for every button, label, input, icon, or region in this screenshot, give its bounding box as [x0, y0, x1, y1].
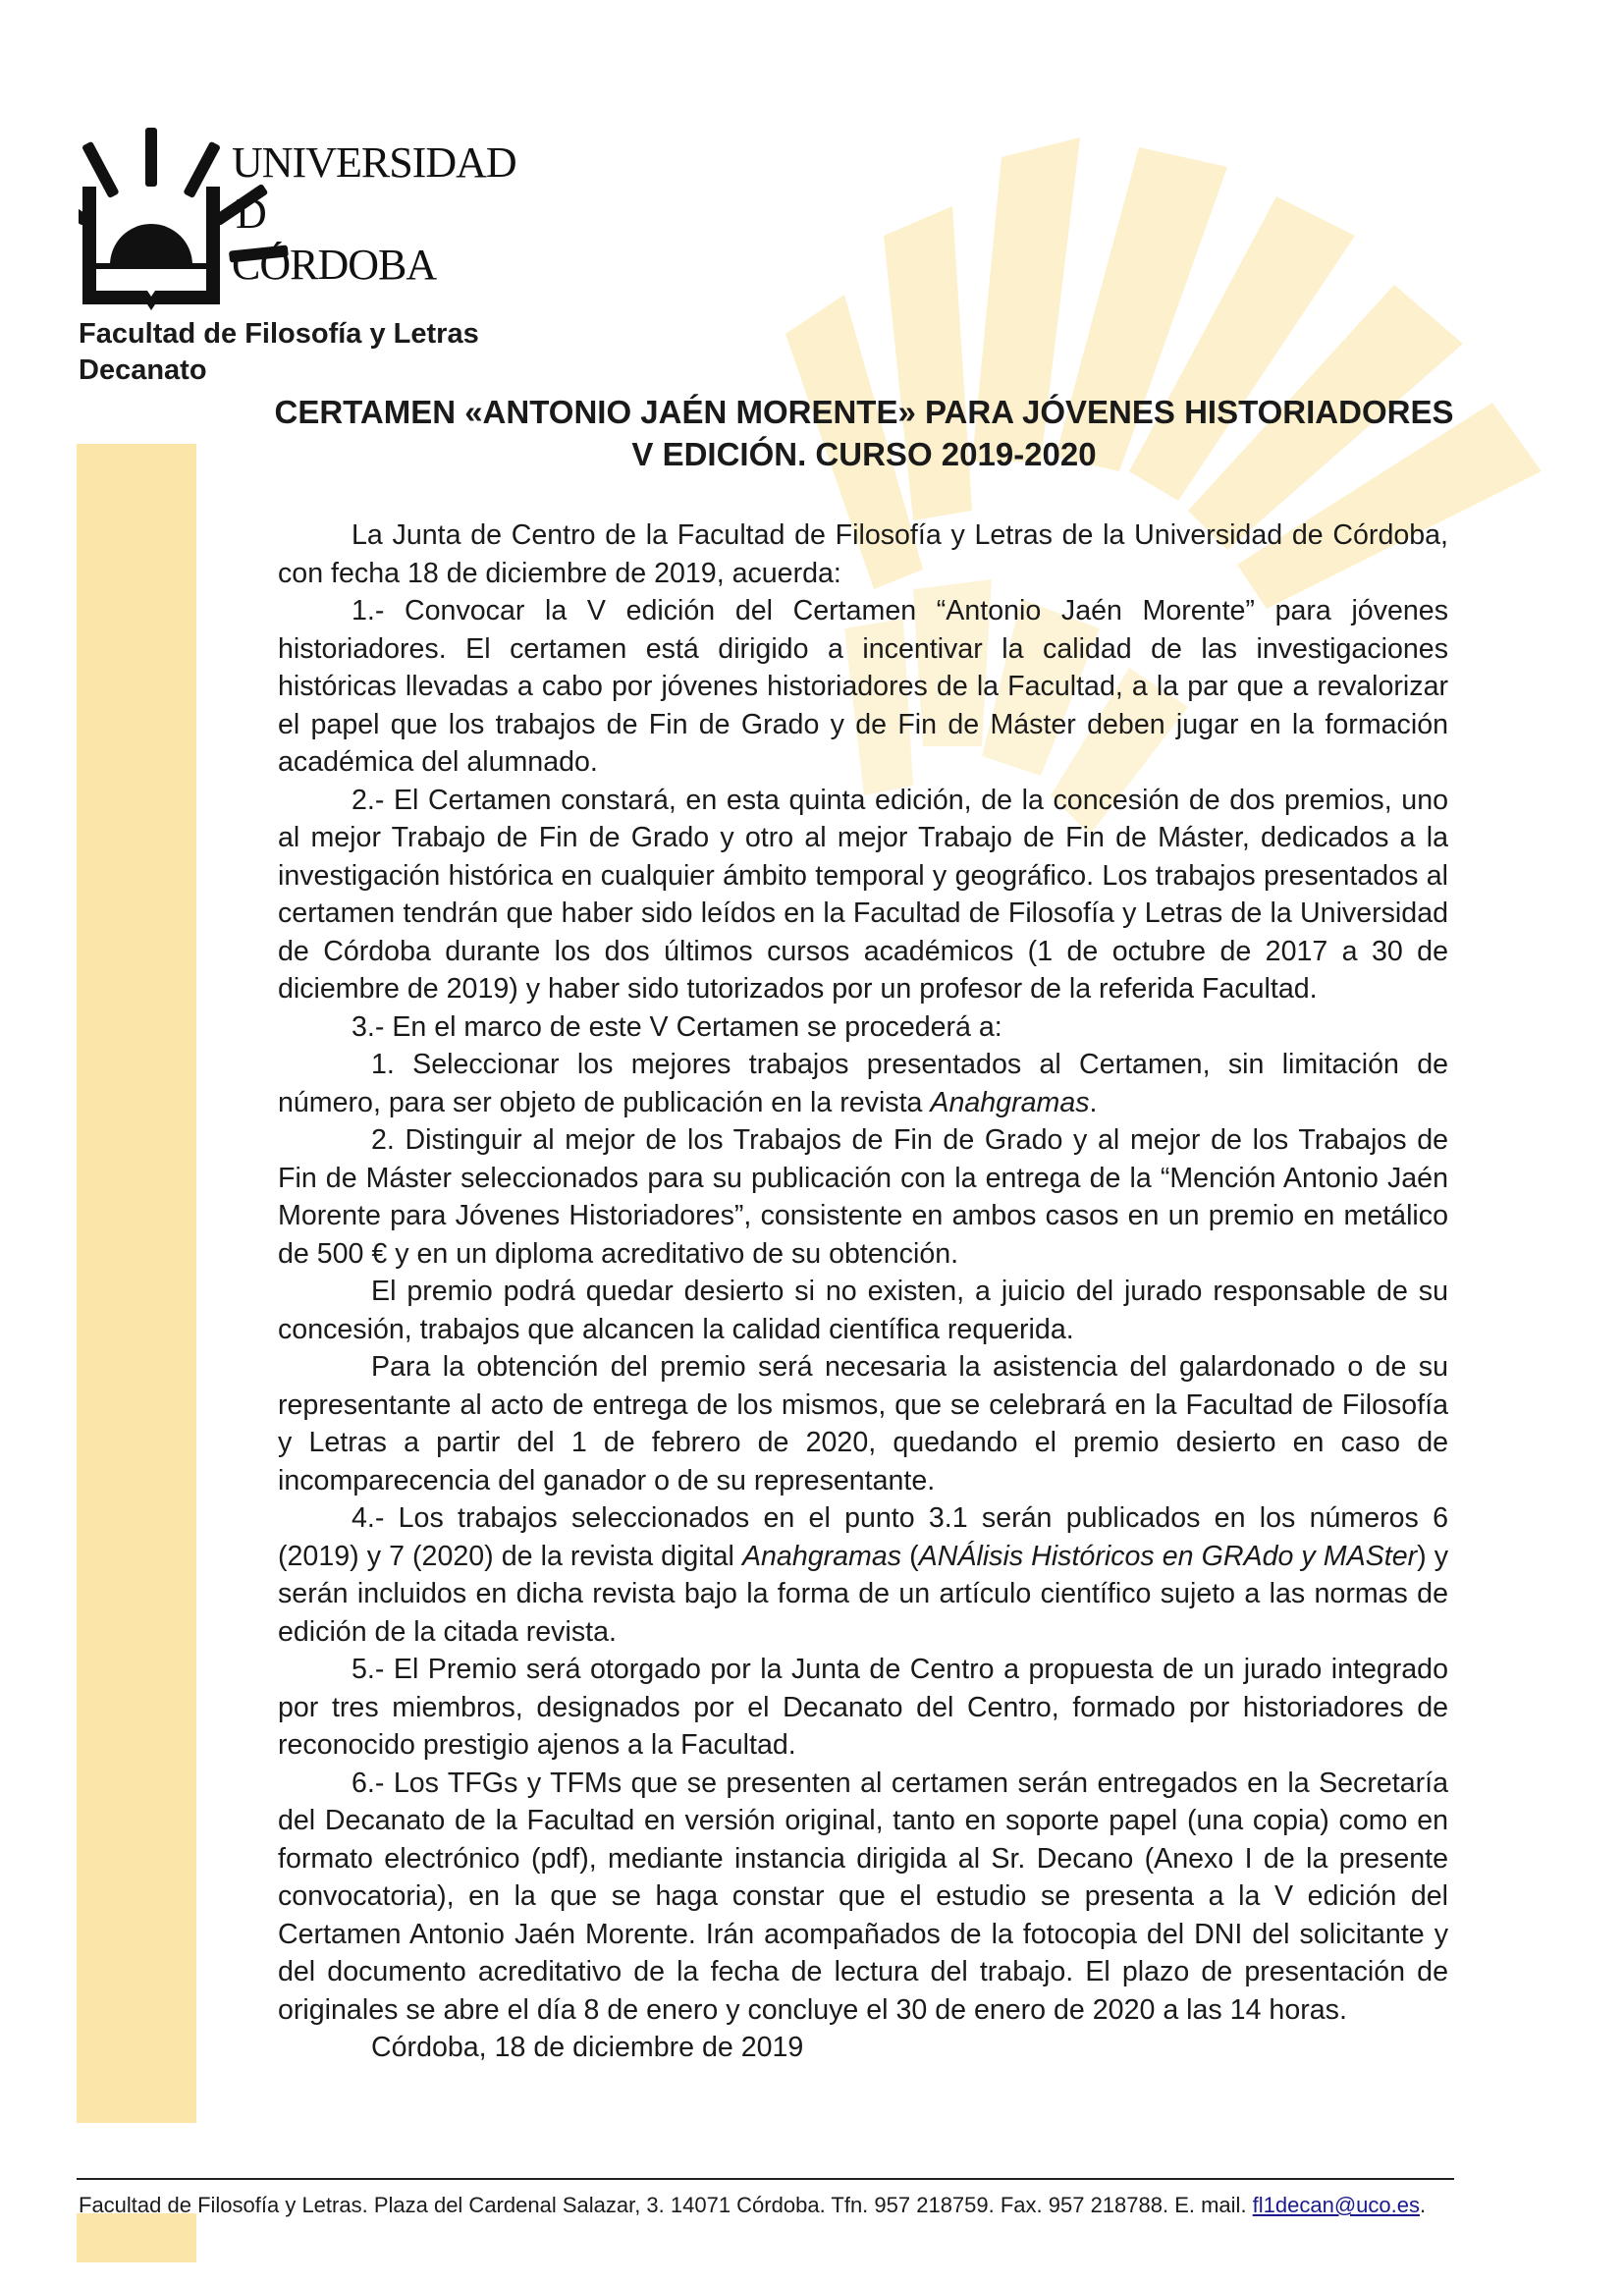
department-name: Decanato [79, 354, 207, 386]
footer-end: . [1420, 2193, 1427, 2217]
title-line1: CERTAMEN «ANTONIO JAÉN MORENTE» PARA JÓVENES HISTORIADORES [274, 394, 1454, 430]
paragraph-3-2: 2. Distinguir al mejor de los Trabajos de Fin de Grado y al mejor de los Trabajos de Fin de Máster seleccionados para su publicación con la entrega de la “Mención Antonio Jaén Morente para Jóvenes Historiadores”, consistente en ambos casos en un premio en metálico de 500 € y en un diploma acreditativo de su obtención. [278, 1124, 1448, 1270]
journal-acronym-expansion: ANÁlisis Históricos en GRAdo y MASter [918, 1540, 1418, 1572]
side-accent-block [77, 2213, 196, 2262]
journal-name: Anahgramas [741, 1540, 902, 1572]
paragraph-3: 3.- En el marco de este V Certamen se procederá a: [352, 1010, 1002, 1043]
title-line2: V EDICIÓN. CURSO 2019-2020 [631, 436, 1097, 472]
page-footer [79, 2192, 1426, 2219]
footer-address: Facultad de Filosofía y Letras. Plaza del Cardenal Salazar, 3. 14071 Córdoba. Tfn. 957 218759. Fax. 957 218788. E. mail. [79, 2193, 1253, 2217]
university-name-line1: UNIVERSIDAD [232, 138, 516, 187]
paragraph-3-4: Para la obtención del premio será necesaria la asistencia del galardonado o de su representante al acto de entrega de los mismos, que se celebrará en la Facultad de Filosofía y Letras a partir del 1 de febrero de 2020, quedando el premio desierto en caso de incomparecencia del ganador o de su representante. [278, 1351, 1448, 1496]
paragraph-6: 6.- Los TFGs y TFMs que se presenten al certamen serán entregados en la Secretaría del Decanato de la Facultad en versión original, tanto en soporte papel (una copia) como en formato electrónico (pdf), mediante instancia dirigida al Sr. Decano (Anexo I de la presente convocatoria), en la que se haga constar que el estudio se presenta a la V edición del Certamen Antonio Jaén Morente. Irán acompañados de la fotocopia del DNI del solicitante y del documento acreditativo de la fecha de lectura del trabajo. El plazo de presentación de originales se abre el día 8 de enero y concluye el 30 de enero de 2020 a las 14 horas. [278, 1767, 1448, 2026]
document-title [236, 391, 1492, 475]
paragraph-3-3: El premio podrá quedar desierto si no existen, a juicio del jurado responsable de su concesión, trabajos que alcancen la calidad científica requerida. [278, 1276, 1448, 1345]
paragraph-4-text: 4.- Los trabajos seleccionados en el punto 3.1 serán publicados en los números 6 (2019) y 7 (2020) de la revista digital [278, 1502, 1448, 1572]
university-name-line3: CÓRDOBA [232, 241, 437, 289]
paragraph-5: 5.- El Premio será otorgado por la Junta de Centro a propuesta de un jurado integrado por tres miembros, designados por el Decanato del Centro, formado por historiadores de reconocido prestigio ajenos a la Facultad. [278, 1654, 1448, 1761]
faculty-name: Facultad de Filosofía y Letras [79, 318, 479, 350]
faculty-heading [79, 316, 479, 389]
signature-date: Córdoba, 18 de diciembre de 2019 [371, 2032, 804, 2063]
paragraph-3-1-end: . [1089, 1086, 1098, 1118]
footer-divider [77, 2178, 1454, 2180]
paragraph-2: 2.- El Certamen constará, en esta quinta edición, de la concesión de dos premios, uno al mejor Trabajo de Fin de Grado y otro al mejor Trabajo de Fin de Máster, dedicados a la investigación histórica en cualquier ámbito temporal y geográfico. Los trabajos presentados al certamen tendrán que haber sido leídos en la Facultad de Filosofía y Letras de la Universidad de Córdoba durante los dos últimos cursos académicos (1 de octubre de 2017 a 30 de diciembre de 2019) y haber sido tutorizados por un profesor de la referida Facultad. [278, 784, 1448, 1005]
university-name [232, 137, 516, 291]
footer-email-link[interactable]: fl1decan@uco.es [1252, 2193, 1420, 2217]
journal-name: Anahgramas [930, 1086, 1090, 1118]
paragraph-3-1 [278, 1046, 1448, 1121]
paragraph-4 [278, 1499, 1448, 1651]
intro-paragraph: La Junta de Centro de la Facultad de Filosofía y Letras de la Universidad de Córdoba, con fecha 18 de diciembre de 2019, acuerda: [278, 519, 1448, 589]
paragraph-4-end: ) y serán incluidos en dicha revista bajo la forma de un artículo científico sujeto a las normas de edición de la citada revista. [278, 1540, 1449, 1648]
side-accent-bar [77, 444, 196, 2123]
document-body [278, 517, 1448, 2067]
paragraph-1: 1.- Convocar la V edición del Certamen “Antonio Jaén Morente” para jóvenes historiadores. El certamen está dirigido a incentivar la calidad de las investigaciones históricas llevadas a cabo por jóvenes historiadores de la Facultad, a la par que a revalorizar el papel que los trabajos de Fin de Grado y de Fin de Máster deben jugar en la formación académica del alumnado. [278, 595, 1448, 778]
paragraph-4-paren: ( [901, 1540, 919, 1572]
paragraph-3-1-text: 1. Seleccionar los mejores trabajos presentados al Certamen, sin limitación de número, para ser objeto de publicación en la revista [278, 1049, 1448, 1118]
university-name-line2: D [236, 190, 266, 238]
